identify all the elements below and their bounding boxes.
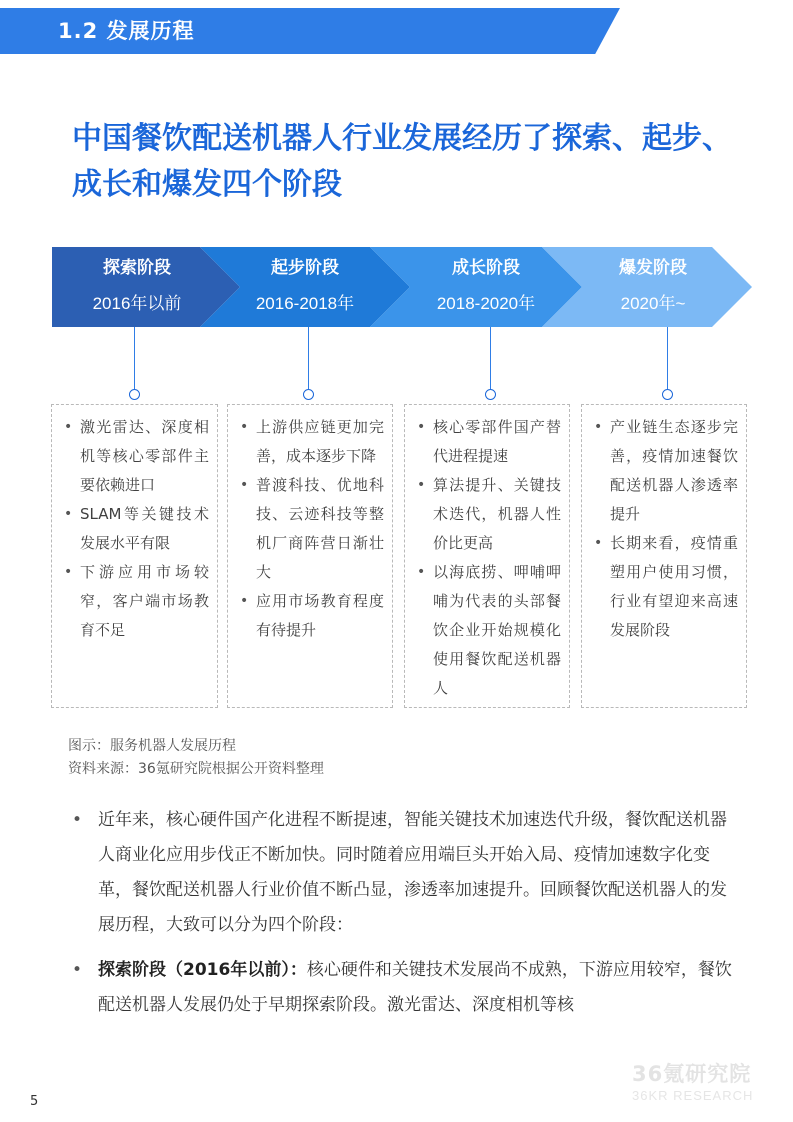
stage-name: 探索阶段 bbox=[103, 258, 171, 278]
connector-line bbox=[308, 327, 309, 389]
logo-text: 36Kr bbox=[696, 15, 772, 53]
stage-point: • 算法提升、关键技术迭代，机器人性价比更高 bbox=[415, 471, 561, 558]
stage-name: 成长阶段 bbox=[452, 258, 520, 278]
stage-box-start bbox=[227, 404, 393, 708]
stage-years: 2016-2018年 bbox=[255, 294, 355, 313]
stage-box-growth bbox=[404, 404, 570, 708]
36kr-logo bbox=[690, 0, 793, 56]
stage-point: • 激光雷达、深度相机等核心零部件主要依赖进口 bbox=[62, 413, 209, 500]
connector-line bbox=[134, 327, 135, 389]
watermark-cn: 36氪研究院 bbox=[632, 1062, 752, 1086]
stage-label-explore bbox=[52, 247, 222, 327]
stage-point: • 以海底捞、呷哺呷哺为代表的头部餐饮企业开始规模化使用餐饮配送机器人 bbox=[415, 558, 561, 703]
stage-box-explore bbox=[51, 404, 218, 708]
stage-point: • 长期来看，疫情重塑用户使用习惯，行业有望迎来高速发展阶段 bbox=[592, 529, 738, 645]
paragraph-text: 近年来，核心硬件国产化进程不断提速，智能关键技术加速迭代升级，餐饮配送机器人商业化应用步伐正不断加快。同时随着应用端巨头开始入局、疫情加速数字化变革，餐饮配送机器人行业价值不断凸显，渗透率加速提升。回顾餐饮配送机器人的发展历程，大致可以分为四个阶段： bbox=[98, 810, 727, 935]
watermark-en: 36KR RESEARCH bbox=[632, 1088, 754, 1103]
stage-years: 2020年~ bbox=[620, 294, 686, 313]
stage-box-boom bbox=[581, 404, 747, 708]
bullet-dot: • bbox=[72, 960, 83, 980]
bullet-dot: • bbox=[72, 810, 83, 830]
stage-point: • 应用市场教育程度有待提升 bbox=[238, 587, 384, 645]
page-number: 5 bbox=[30, 1094, 39, 1109]
stage-label-boom bbox=[568, 247, 738, 327]
page-headline: 中国餐饮配送机器人行业发展经历了探索、起步、成长和爆发四个阶段 bbox=[72, 121, 732, 202]
stage-name: 起步阶段 bbox=[271, 258, 339, 278]
section-title: 1.2 发展历程 bbox=[58, 19, 195, 43]
connector-dot bbox=[129, 389, 140, 400]
stage-label-growth bbox=[400, 247, 572, 327]
body-paragraph bbox=[72, 803, 732, 943]
stage-point: • 产业链生态逐步完善，疫情加速餐饮配送机器人渗透率提升 bbox=[592, 413, 738, 529]
connector-dot bbox=[485, 389, 496, 400]
paragraph-lead: 探索阶段（2016年以前）： bbox=[98, 960, 307, 980]
stage-point: • 下游应用市场较窄，客户端市场教育不足 bbox=[62, 558, 209, 645]
source-caption: 资料来源：36氪研究院根据公开资料整理 bbox=[68, 761, 324, 777]
connector-dot bbox=[662, 389, 673, 400]
body-paragraph bbox=[72, 953, 732, 1023]
stage-label-start bbox=[220, 247, 390, 327]
stage-point: • SLAM等关键技术发展水平有限 bbox=[62, 500, 209, 558]
stage-point: • 普渡科技、优地科技、云迹科技等整机厂商阵营日渐壮大 bbox=[238, 471, 384, 587]
paragraph-text: 核心硬件和关键技术发展尚不成熟，下游应用较窄，餐饮配送机器人发展仍处于早期探索阶段。激光雷达、深度相机等核 bbox=[98, 960, 732, 1015]
connector-line bbox=[490, 327, 491, 389]
stage-years: 2016年以前 bbox=[92, 294, 182, 313]
connector-line bbox=[667, 327, 668, 389]
stage-name: 爆发阶段 bbox=[619, 258, 687, 278]
stage-point: • 上游供应链更加完善，成本逐步下降 bbox=[238, 413, 384, 471]
stage-point: • 核心零部件国产替代进程提速 bbox=[415, 413, 561, 471]
stage-years: 2018-2020年 bbox=[436, 294, 536, 313]
connector-dot bbox=[303, 389, 314, 400]
figure-caption: 图示：服务机器人发展历程 bbox=[68, 738, 236, 754]
paragraph-body bbox=[98, 953, 732, 1023]
